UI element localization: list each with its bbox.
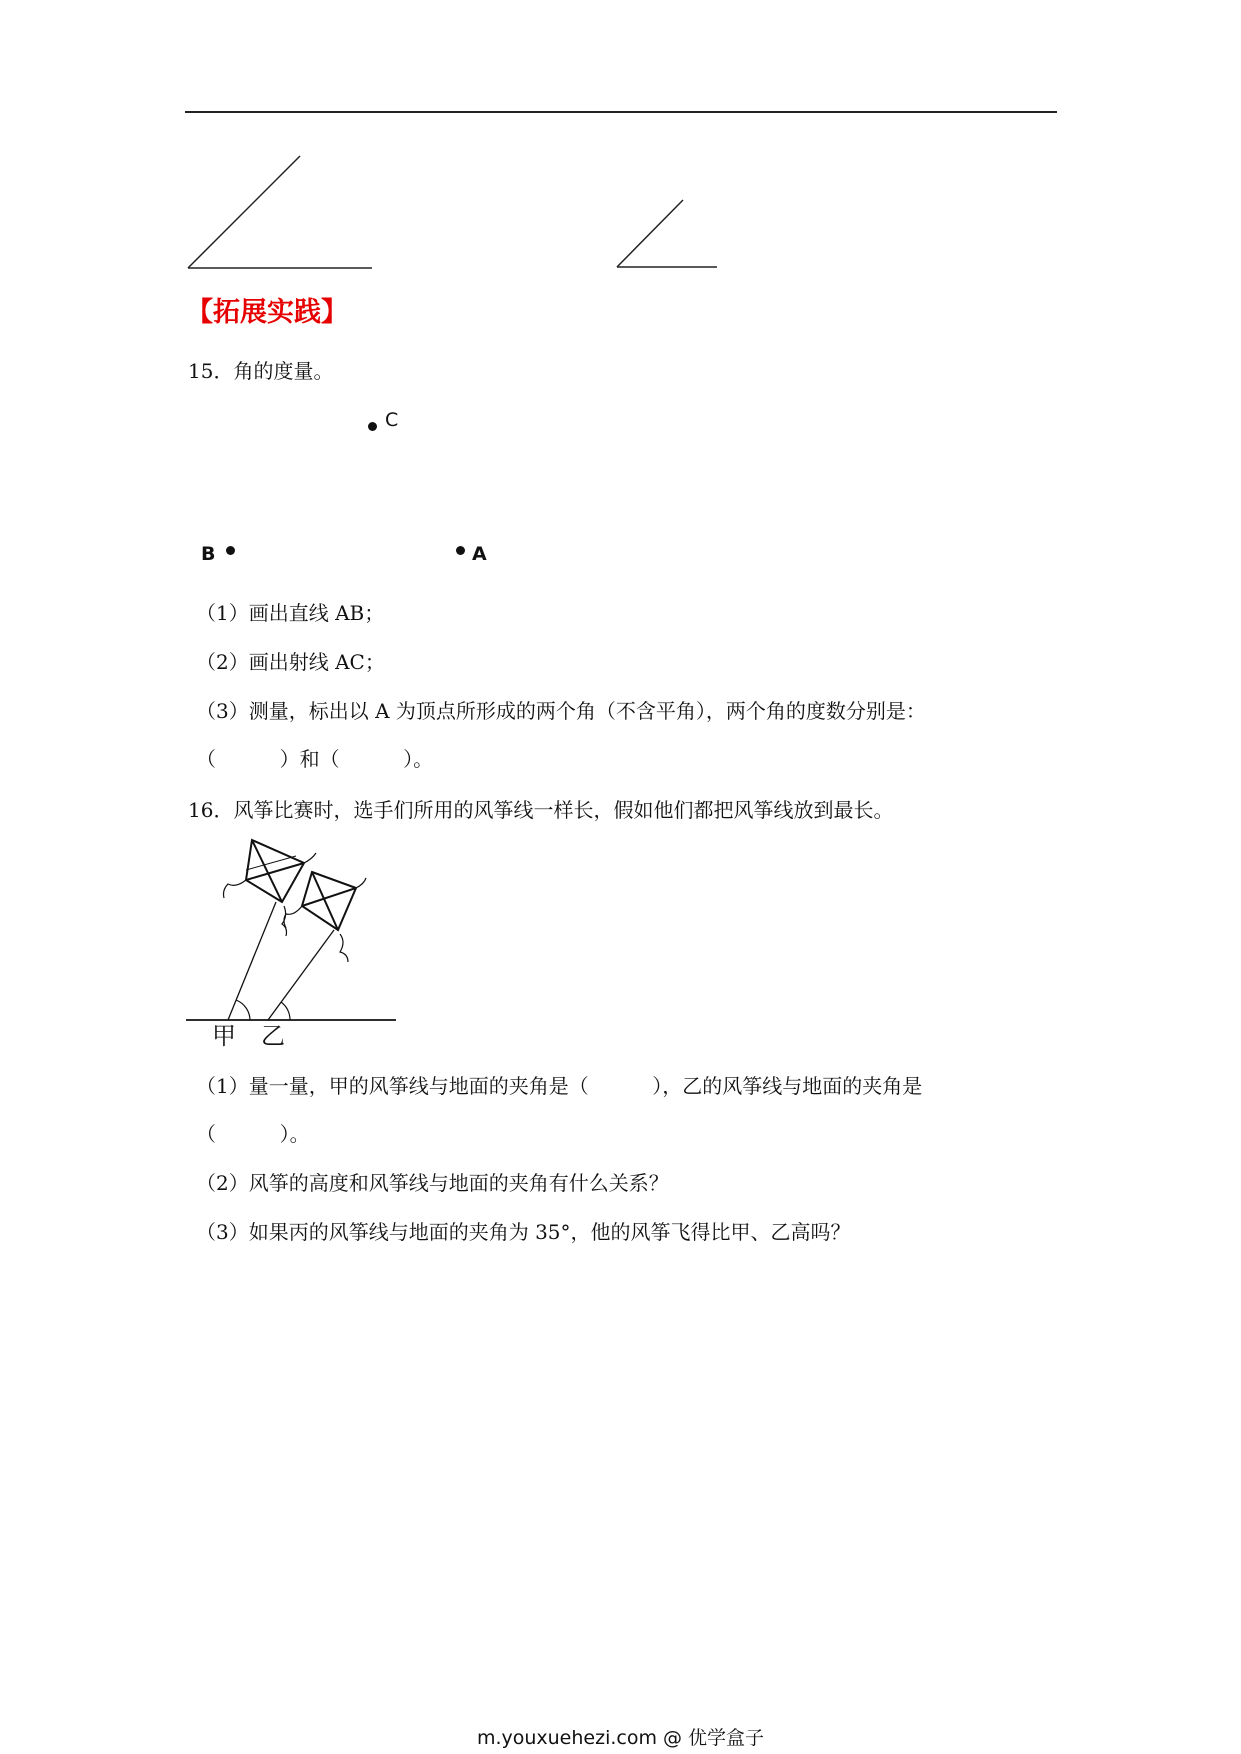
angle-figures — [180, 150, 740, 275]
kite-string-yi — [268, 930, 334, 1020]
angle-arc-jia — [236, 1000, 250, 1020]
point-b-dot — [226, 546, 235, 555]
point-c-dot — [368, 422, 377, 431]
kite-yi — [284, 872, 366, 962]
point-a-dot — [456, 546, 465, 555]
point-c-label: C — [385, 409, 399, 431]
q16-item-2: （ ）。 — [196, 1122, 310, 1146]
angle-arc-yi — [281, 1002, 290, 1020]
footer-watermark: m.youxuehezi.com @ 优学盒子 — [476, 1727, 765, 1749]
angle-small — [617, 200, 717, 267]
angle-large — [188, 156, 372, 268]
q16-item-1: （1）量一量，甲的风筝线与地面的夹角是（ ），乙的风筝线与地面的夹角是 — [196, 1074, 923, 1098]
point-a-label: A — [472, 543, 487, 565]
point-b-label: B — [201, 543, 216, 565]
q15-item-3: （3）测量，标出以 A 为顶点所形成的两个角（不含平角），两个角的度数分别是： — [196, 699, 926, 723]
section-title: 【拓展实践】 — [186, 297, 348, 328]
header-rule — [185, 111, 1057, 113]
q15-item-2: （2）画出射线 AC； — [196, 650, 385, 674]
q15-item-4: （ ）和（ ）。 — [196, 747, 434, 771]
kite-jia — [224, 840, 317, 936]
q16-item-4: （3）如果丙的风筝线与地面的夹角为 35°，他的风筝飞得比甲、乙高吗？ — [196, 1220, 851, 1244]
kite-figure — [184, 830, 404, 1030]
q15-item-1: （1）画出直线 AB； — [196, 601, 385, 625]
label-yi: 乙 — [261, 1022, 285, 1050]
label-jia: 甲 — [212, 1022, 236, 1050]
q15-title: 15．角的度量。 — [188, 359, 334, 383]
kite-string-jia — [228, 902, 276, 1020]
q16-item-3: （2）风筝的高度和风筝线与地面的夹角有什么关系？ — [196, 1171, 669, 1195]
q16-title: 16．风筝比赛时，选手们所用的风筝线一样长，假如他们都把风筝线放到最长。 — [188, 798, 894, 822]
